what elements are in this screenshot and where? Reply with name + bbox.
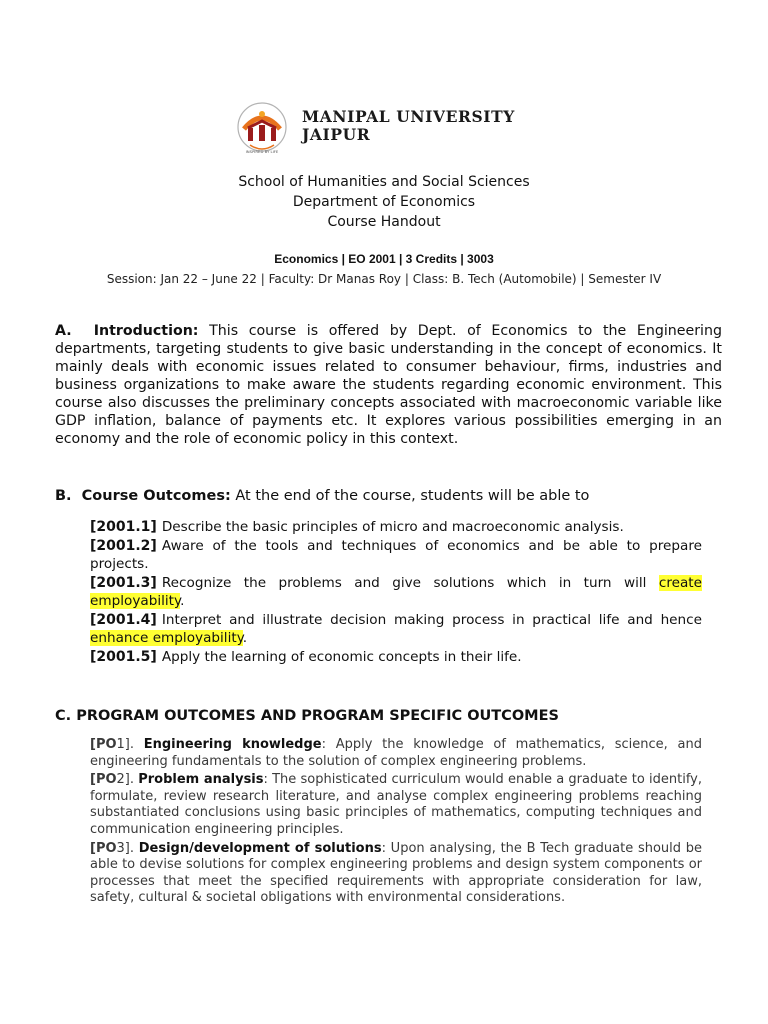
manipal-emblem-icon [234,101,294,157]
program-outcome-item [90,737,702,770]
po-code: [PO [90,772,117,788]
course-outcome-item [90,611,702,647]
department-name: Department of Economics [292,194,476,210]
session-info-line: Session: Jan 22 – June 22 | Faculty: Dr Manas Roy | Class: B. Tech (Automobile) | Semester IV [106,272,662,286]
outcome-text: Recognize the problems and give solutions which in turn will [161,575,659,591]
po-number: 3]. [116,840,139,856]
outcome-end: . [242,630,248,646]
course-info-line: Economics | EO 2001 | 3 Credits | 3003 [274,252,494,266]
outcome-highlight: create employability [90,575,702,609]
logo-tagline: INSPIRED BY LIFE [245,149,279,154]
po-code: [PO [90,840,117,856]
po-text: : Upon analysing, the B Tech graduate should be able to devise solutions for complex engineering problems and design system components or processes that meet the specified requirements with appropriate consideration for law, safety, cultural & societal obligations with environmental considerations. [90,840,702,906]
school-name: School of Humanities and Social Sciences [238,174,530,190]
outcome-code: [2001.1] [90,519,157,535]
logo-city-name: JAIPUR [302,125,371,144]
program-outcomes-heading: C. PROGRAM OUTCOMES AND PROGRAM SPECIFIC OUTCOMES [55,708,559,724]
po-title: Engineering knowledge [143,737,322,752]
introduction-text: This course is offered by Dept. of Economics to the Engineering departments, targeting students to give basic understanding in the concept of economics. It mainly deals with economic issues related to consumer behaviour, firms, industries and business organizations to make aware the students regarding economic environment. This course also discusses the preliminary concepts associated with macroeconomic variable like GDP inflation, balance of payments etc. It explores various possibilities emerging in an economy and the role of economic policy in this context. [55,323,722,447]
logo-university-name: MANIPAL UNIVERSITY [302,107,515,126]
outcome-text: Aware of the tools and techniques of economics and be able to prepare projects. [90,538,702,572]
program-outcomes-list [90,737,702,909]
outcome-code: [2001.5] [90,649,157,665]
outcome-code: [2001.2] [90,538,157,554]
introduction-section [55,322,722,448]
course-outcomes-label: B. Course Outcomes: [55,488,231,504]
program-outcome-item [90,841,702,907]
po-number: 1]. [116,737,144,752]
outcome-code: [2001.4] [90,612,157,628]
po-text: : Apply the knowledge of mathematics, science, and engineering fundamentals to the solution of complex engineering problems. [90,737,702,769]
course-outcomes-heading [55,488,589,504]
po-title: Design/development of solutions [138,840,382,856]
outcome-end: . [180,593,185,609]
po-title: Problem analysis [138,772,264,788]
program-outcome-item [90,772,702,838]
po-number: 2]. [116,772,139,788]
outcome-code: [2001.3] [90,575,157,591]
outcome-text: Apply the learning of economic concepts in their life. [161,649,522,665]
introduction-label: A. Introduction: [55,323,199,339]
course-outcomes-list [90,518,702,667]
po-code: [PO [90,737,117,752]
course-outcome-item [90,537,702,573]
course-outcome-item [90,518,702,536]
course-outcome-item [90,574,702,610]
outcome-highlight: enhance employability [90,630,243,646]
outcome-text: Describe the basic principles of micro and macroeconomic analysis. [161,519,624,535]
university-logo [234,101,584,157]
course-outcomes-intro: At the end of the course, students will be able to [235,488,590,504]
course-outcome-item [90,648,702,666]
po-text: : The sophisticated curriculum would enable a graduate to identify, formulate, review research literature, and analyse complex engineering problems reaching substantiated conclusions using basic principles of mathematics, computing techniques and communication engineering principles. [90,772,702,837]
document-type: Course Handout [327,214,441,230]
outcome-text: Interpret and illustrate decision making process in practical life and hence [161,612,702,628]
